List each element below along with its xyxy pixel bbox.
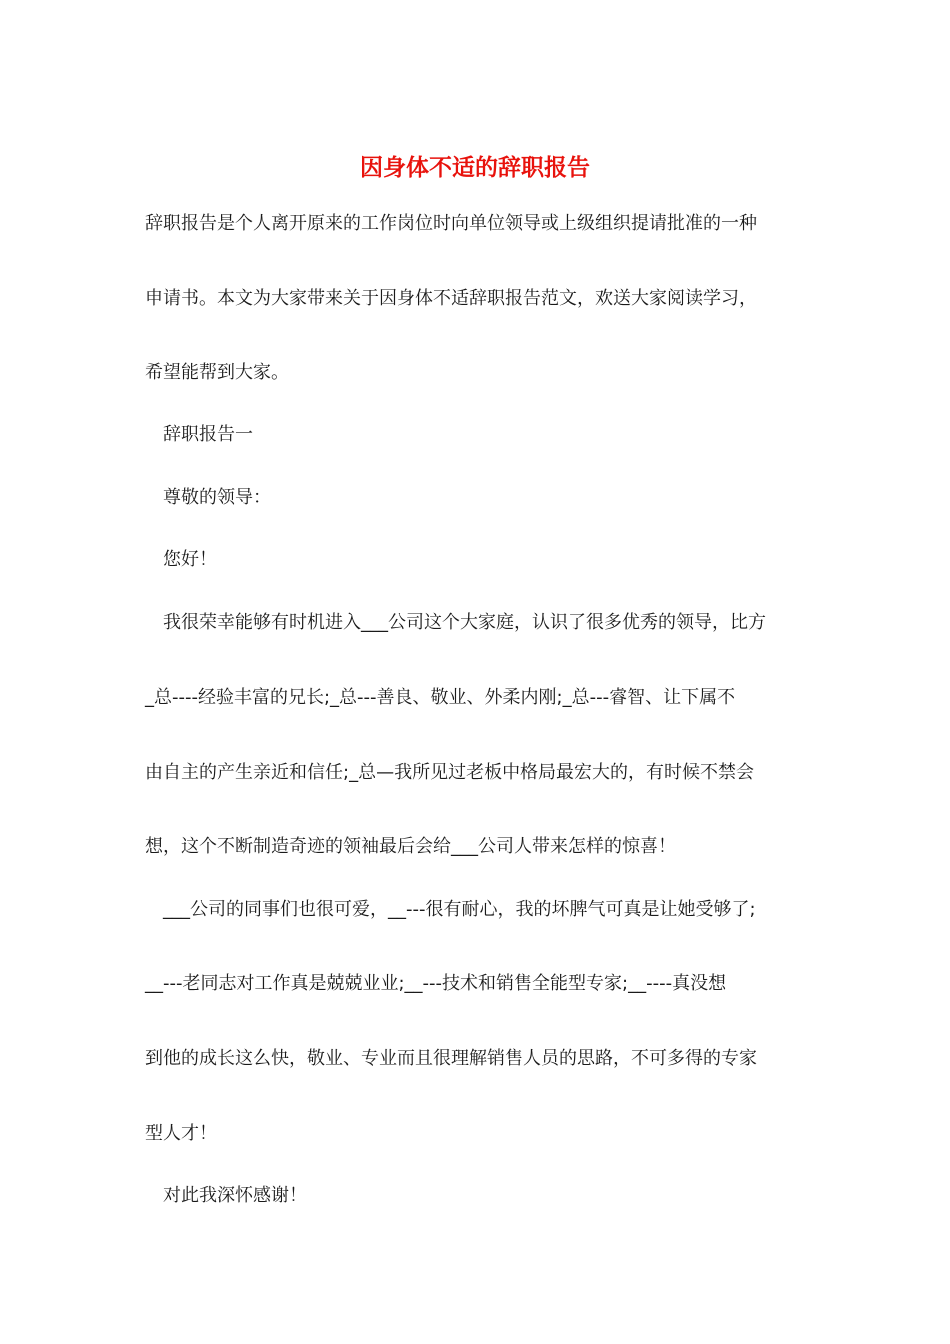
paragraph-line: 想，这个不断制造奇迹的领袖最后会给___公司人带来怎样的惊喜！	[145, 836, 676, 857]
paragraph-line: 型人才！	[145, 1123, 217, 1144]
salutation: 尊敬的领导：	[163, 487, 271, 508]
document-title: 因身体不适的辞职报告	[360, 154, 590, 181]
paragraph-line: 申请书。本文为大家带来关于因身体不适辞职报告范文，欢送大家阅读学习，	[145, 288, 757, 309]
paragraph-line: __---老同志对工作真是兢兢业业;__---技术和销售全能型专家;__----真没想	[145, 973, 727, 994]
greeting: 您好！	[163, 549, 217, 570]
paragraph-line: 希望能帮到大家。	[145, 362, 289, 383]
paragraph-line: 对此我深怀感谢！	[163, 1185, 307, 1206]
section-heading: 辞职报告一	[163, 424, 253, 445]
paragraph-line: 由自主的产生亲近和信任;_总—我所见过老板中格局最宏大的，有时候不禁会	[145, 762, 755, 783]
paragraph-line: 我很荣幸能够有时机进入___公司这个大家庭，认识了很多优秀的领导，比方	[163, 612, 766, 633]
paragraph-line: 到他的成长这么快，敬业、专业而且很理解销售人员的思路，不可多得的专家	[145, 1048, 757, 1069]
paragraph-line: 辞职报告是个人离开原来的工作岗位时向单位领导或上级组织提请批准的一种	[145, 213, 757, 234]
paragraph-line: _总----经验丰富的兄长;_总---善良、敬业、外柔内刚;_总---睿智、让下属不	[145, 687, 736, 708]
paragraph-line: ___公司的同事们也很可爱，__---很有耐心，我的坏脾气可真是让她受够了;	[163, 899, 756, 920]
